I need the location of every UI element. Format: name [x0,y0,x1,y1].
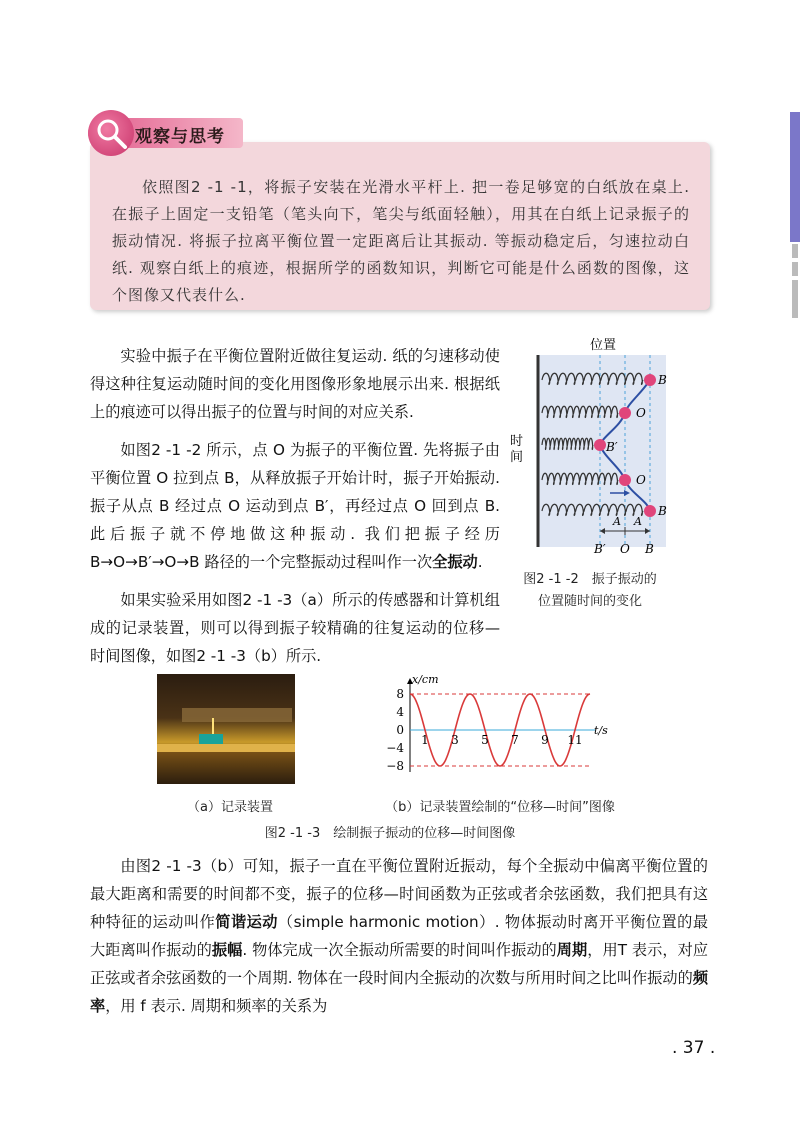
x-tick-label: 1 [421,733,429,747]
paragraph-1: 实验中振子在平衡位置附近做往复运动. 纸的匀速移动使得这种往复运动随时间的变化用图像形象地展示出来. 根据纸上的痕迹可以得出振子的位置与时间的对应关系. [90,347,500,421]
p4-text-a: 由图2 -1 -3（b）可知，振子一直在平衡位置附近振动，每个全振动中偏离平衡位置的最大距离和需要的时间都不变，振子的位移—时间函数为正弦或者余弦函数，我们把具有这种特征的运动叫作 [90,857,708,931]
amp-label-1: A [613,515,621,528]
y-tick-label: 0 [396,723,404,737]
term-full-vibration: 全振动 [432,553,478,571]
x-tick-label: 5 [481,733,489,747]
figure-2-1-3-caption: 图2 -1 -3 绘制振子振动的位移—时间图像 [264,826,516,841]
figure-2-1-3b-caption: （b）记录装置绘制的“位移—时间”图像 [385,800,615,815]
p4-text-e: ，用 f 表示. 周期和频率的关系为 [105,997,328,1015]
p4-text-b: （simple harmonic motion）. 物体振动时离开平衡位置的最大距离叫作振动的 [90,913,709,959]
x-tick-label: 7 [511,733,519,747]
p4-text-c: . 物体完成一次全振动所需要的时间叫作振动的 [242,941,557,959]
x-axis-label: t/s [594,724,608,737]
ball-label: B [658,373,667,387]
y-tick-label: −8 [386,759,404,773]
figure-2-1-2 [500,335,680,565]
p4-text-d: ，用T 表示，对应正弦或者余弦函数的一个周期. 物体在一段时间内全振动的次数与所用时间之比叫作振动的 [90,941,709,987]
spring-diagram [500,335,680,565]
ball-b-2 [644,505,656,517]
side-tick [792,244,798,258]
time-label-2: 间 [510,450,524,465]
term-frequency: 频率 [90,969,708,1015]
figure-2-1-2-caption-2: 位置随时间的变化 [537,594,642,609]
ball-o-2 [619,474,631,486]
x-tick-label: 9 [541,733,549,747]
observe-think-title: 观察与思考 [135,127,225,147]
ruler [182,708,292,722]
y-tick-label: −4 [386,741,404,755]
page-number: . 37 . [672,1038,716,1058]
paragraph-4 [90,852,708,1020]
term-simple-harmonic-motion: 简谐运动 [215,913,278,931]
rail [157,744,295,752]
ball-b-1 [644,374,656,386]
x-tick-label: 11 [567,733,583,747]
bottom-label: O [620,542,630,556]
ball-label: O [636,473,646,487]
term-amplitude: 振幅 [211,941,243,959]
figure-2-1-2-caption-1: 图2 -1 -2 振子振动的 [523,572,657,587]
paragraph-2-end: . [477,553,483,571]
ball-label: O [636,406,646,420]
bottom-label: B′ [594,542,606,556]
observe-think-text: 依照图2 -1 -1，将振子安装在光滑水平杆上. 把一卷足够宽的白纸放在桌上. 在振子上固定一支铅笔（笔头向下，笔尖与纸面轻触），用其在白纸上记录振子的振动情况. 将振子拉离平衡位置一定距离后让其振动. 等振动稳定后，匀速拉动白纸. 观察白纸上的痕迹，根据所学的函数知识，判断它可能是什么函数的图像，这个图像又代表什么. [112,178,690,304]
position-label: 位置 [590,338,617,353]
time-label-1: 时 [510,434,524,449]
side-tick [792,262,798,276]
ball-label: B′ [606,440,618,454]
pen [212,718,214,734]
x-tick-label: 3 [451,733,459,747]
recording-device-photo [157,674,295,784]
term-period: 周期 [556,941,588,959]
paragraph-3: 如果实验采用如图2 -1 -3（a）所示的传感器和计算机组成的记录装置，则可以得到振子较精确的往复运动的位移—时间图像，如图2 -1 -3（b）所示. [90,591,500,665]
y-tick-label: 8 [396,687,404,701]
amp-label-2: A [634,515,642,528]
magnifier-icon [88,110,134,156]
paragraph-2-text: 如图2 -1 -2 所示，点 O 为振子的平衡位置. 先将振子由平衡位置 O 拉到点 B，从释放振子开始计时，振子开始振动. 振子从点 B 经过点 O 运动到点 B′，再经过点 O 回到点 B. 此后振子就不停地做这种振动. 我们把振子经历 B→O→B′→O→B 路径的一个完整振动过程叫作一次 [90,441,500,571]
ball-b-prime [594,439,606,451]
displacement-time-chart [365,672,608,782]
y-axis-label: x/cm [412,673,439,686]
bottom-label: B [645,542,654,556]
figure-2-1-3a-caption: （a）记录装置 [187,800,273,815]
ball-label: B [658,504,667,518]
side-tick [792,280,798,318]
ball-o-1 [619,407,631,419]
paragraph-2 [90,436,500,576]
side-tab-bar [790,112,800,242]
y-tick-label: 4 [396,705,404,719]
